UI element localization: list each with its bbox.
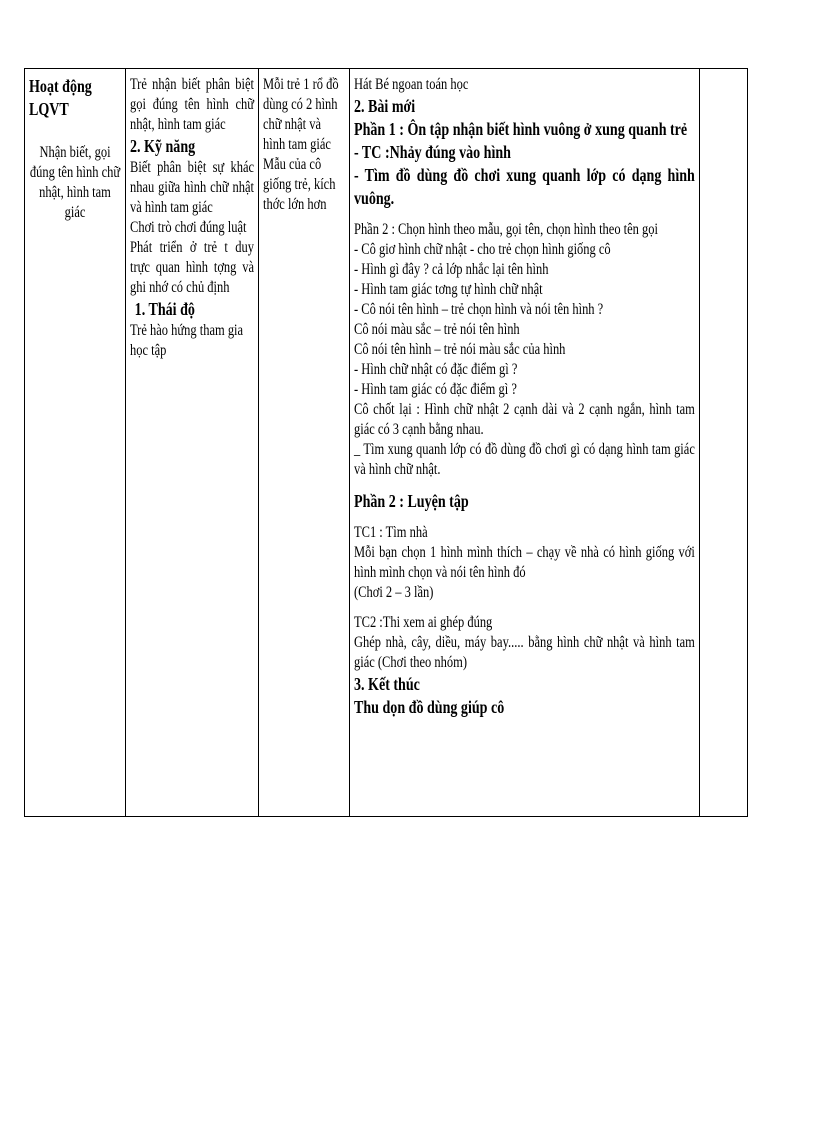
procedure-line: - Hình chữ nhật có đặc điểm gì ?: [354, 361, 518, 378]
part1-task: - Tìm đồ dùng đồ chơi xung quanh lớp có dạng hình vuông.: [354, 165, 695, 208]
practice-heading: Phần 2 : Luyện tập: [354, 491, 469, 511]
preparation-item: Mẫu của cô giống trẻ, kích thớc lớn hơn: [263, 156, 336, 213]
table-row: [25, 69, 748, 817]
procedure-line: - Cô giơ hình chữ nhật - cho trẻ chọn hình giống cô: [354, 241, 611, 258]
procedure-line: - Hình tam giác tơng tự hình chữ nhật: [354, 281, 543, 298]
activity-subtitle: Nhận biết, gọi đúng tên hình chữ nhật, hình tam giác: [29, 144, 121, 221]
procedure-intro: Hát Bé ngoan toán học: [354, 76, 469, 93]
activity-title: Hoạt động LQVT: [29, 76, 92, 119]
procedure-line: - Hình tam giác có đặc điểm gì ?: [354, 381, 517, 398]
notes-cell: [700, 69, 748, 817]
procedure-find-task: _ Tìm xung quanh lớp có đồ dùng đồ chơi gì có dạng hình tam giác và hình chữ nhật.: [354, 441, 695, 478]
tc1-description: Mỗi bạn chọn 1 hình mình thích – chạy về nhà có hình giống với hình mình chọn và nói tên hình đó: [354, 544, 695, 581]
part1-heading: Phần 1 : Ôn tập nhận biết hình vuông ở xung quanh trẻ: [354, 119, 688, 139]
tc2-description: Ghép nhà, cây, diều, máy bay..... bằng hình chữ nhật và hình tam giác (Chơi theo nhóm): [354, 634, 695, 671]
activity-cell: [25, 69, 126, 817]
procedure-line: - Cô nói tên hình – trẻ chọn hình và nói tên hình ?: [354, 301, 604, 318]
preparation-item: Mỗi trẻ 1 rổ đồ dùng có 2 hình chữ nhật và hình tam giác: [263, 76, 339, 153]
procedure-line: Cô nói màu sắc – trẻ nói tên hình: [354, 321, 520, 338]
objectives-cell: [126, 69, 259, 817]
preparation-cell: [259, 69, 350, 817]
tc1-title: TC1 : Tìm nhà: [354, 524, 428, 541]
tc2-title: TC2 :Thi xem ai ghép đúng: [354, 614, 493, 631]
skill-item: Chơi trò chơi đúng luật: [130, 219, 247, 236]
attitude-heading: 1. Thái độ: [134, 299, 195, 319]
end-heading: 3. Kết thúc: [354, 674, 420, 694]
skills-heading: 2. Kỹ năng: [130, 136, 196, 156]
procedure-cell: [350, 69, 700, 817]
end-text: Thu dọn đồ dùng giúp cô: [354, 697, 505, 717]
procedure-line: - Hình gì đây ? cả lớp nhắc lại tên hình: [354, 261, 549, 278]
part1-game: - TC :Nhảy đúng vào hình: [354, 142, 511, 162]
skill-item: Biết phân biệt sự khác nhau giữa hình chữ nhật và hình tam giác: [130, 159, 255, 216]
part2-heading: Phần 2 : Chọn hình theo mẫu, gọi tên, chọn hình theo tên gọi: [354, 221, 658, 238]
attitude-item: Trẻ hào hứng tham gia học tập: [130, 322, 244, 359]
skill-item: Phát triển ở trẻ t duy trực quan hình tợng và ghi nhớ có chủ định: [130, 239, 255, 296]
lesson-plan-table: [24, 68, 748, 817]
new-lesson-heading: 2. Bài mới: [354, 96, 416, 116]
objective-knowledge: Trẻ nhận biết phân biệt gọi đúng tên hình chữ nhật, hình tam giác: [130, 76, 255, 133]
tc1-note: (Chơi 2 – 3 lần): [354, 584, 434, 601]
procedure-line: Cô nói tên hình – trẻ nói màu sắc của hình: [354, 341, 566, 358]
procedure-conclusion: Cô chốt lại : Hình chữ nhật 2 cạnh dài và 2 cạnh ngắn, hình tam giác có 3 cạnh bằng nhau.: [354, 401, 695, 438]
